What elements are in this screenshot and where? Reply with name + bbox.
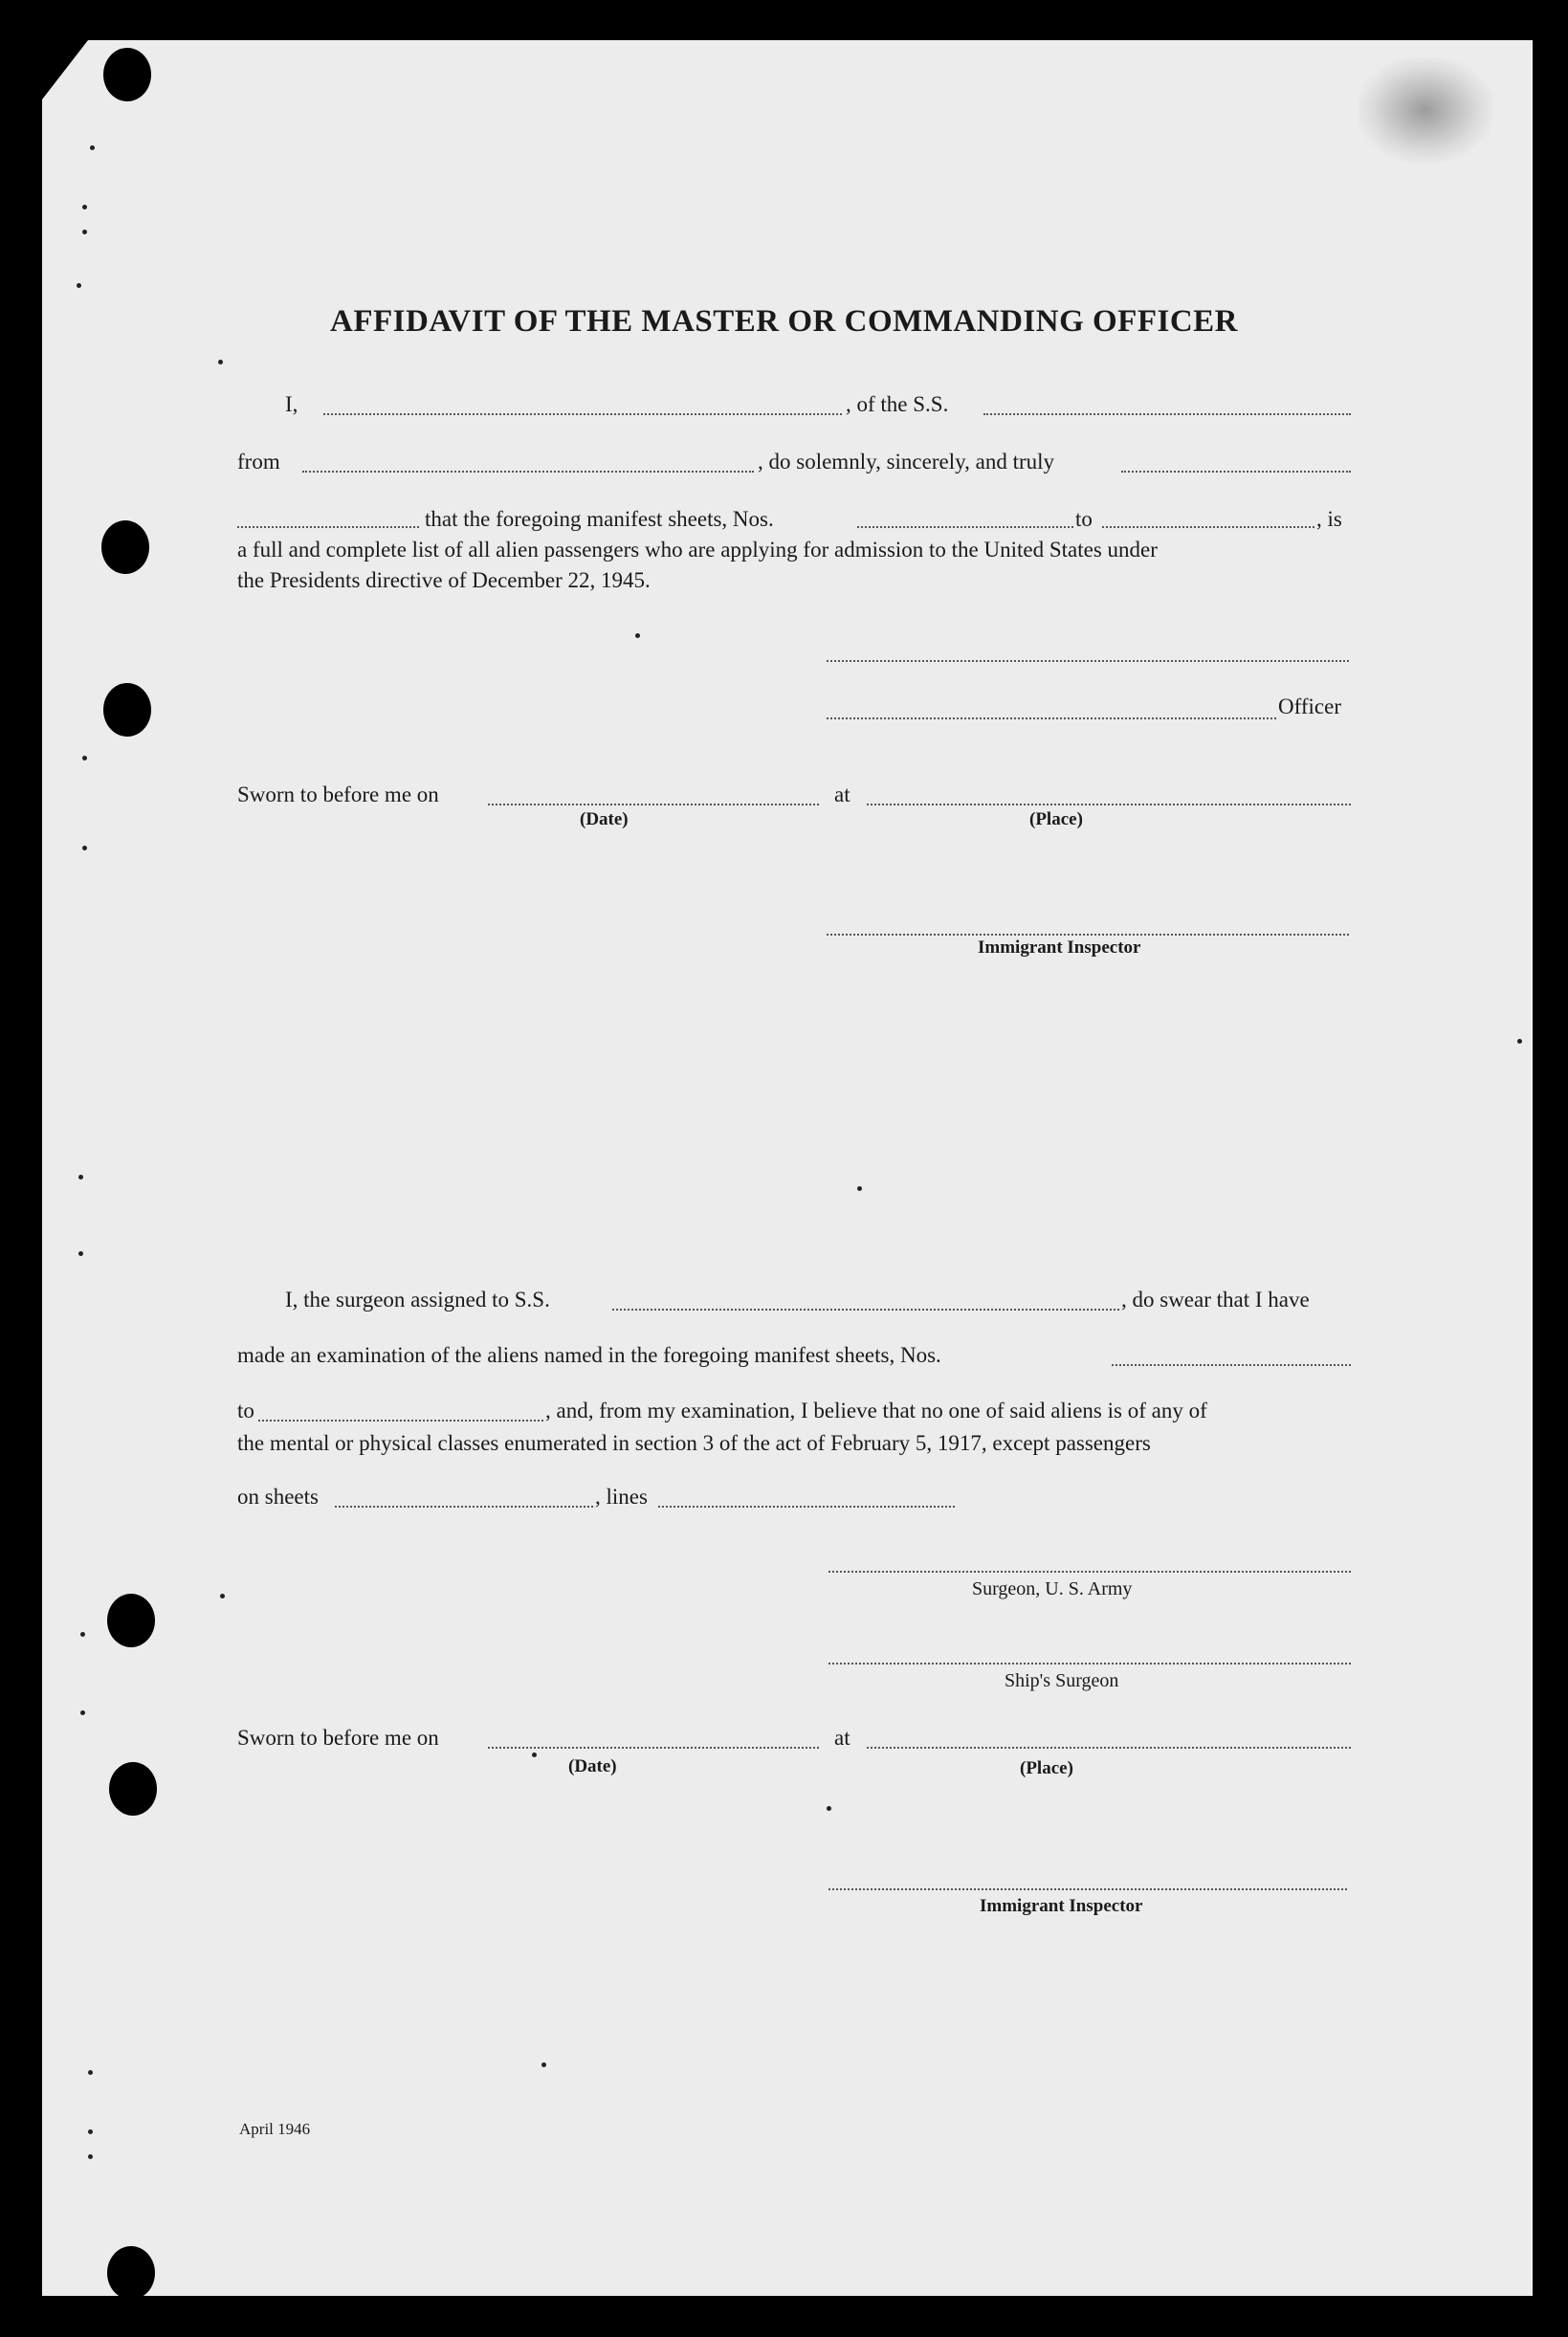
master-line-2b: , do solemnly, sincerely, and truly (758, 450, 1055, 474)
master-line-3b: to (1075, 507, 1093, 531)
speck (827, 1806, 831, 1811)
speck (80, 1710, 85, 1715)
master-name-field[interactable] (323, 413, 842, 415)
master-affirm-field[interactable] (237, 526, 419, 528)
surgeon-inspector-label: Immigrant Inspector (980, 1896, 1143, 1916)
officer-field[interactable] (827, 717, 1276, 719)
surgeon-sworn: Sworn to before me on (237, 1726, 439, 1750)
surgeon-line-5b: , lines (595, 1485, 648, 1509)
master-date-field[interactable] (488, 804, 819, 805)
surgeon-line-4: the mental or physical classes enumerated in section 3 of the act of February 5, 1917, except passengers (237, 1431, 1151, 1455)
master-place-field[interactable] (867, 804, 1351, 805)
master-from-field[interactable] (302, 471, 754, 473)
speck (218, 360, 223, 364)
ink-smudge (1358, 57, 1492, 163)
surgeon-line-3b: , and, from my examination, I believe that no one of said aliens is of any of (545, 1399, 1207, 1422)
footer-date: April 1946 (239, 2120, 311, 2138)
speck (541, 2062, 546, 2067)
form-title: AFFIDAVIT OF THE MASTER OR COMMANDING OFFICER (330, 304, 1238, 339)
master-signature-field[interactable] (827, 660, 1349, 662)
master-sheets-to-field[interactable] (1102, 526, 1314, 528)
surgeon-line-5a: on sheets (237, 1485, 319, 1509)
master-inspector-label: Immigrant Inspector (978, 937, 1141, 958)
surgeon-line-2: made an examination of the aliens named in the foregoing manifest sheets, Nos. (237, 1343, 941, 1367)
punch-hole (103, 48, 151, 101)
master-line-5: the Presidents directive of December 22, 1945. (237, 568, 651, 592)
surgeon-place-field[interactable] (867, 1747, 1351, 1749)
speck (78, 1251, 83, 1256)
speck (220, 1594, 225, 1598)
ships-surgeon-label: Ship's Surgeon (1005, 1670, 1119, 1691)
master-inspector-field[interactable] (827, 934, 1349, 936)
punch-hole (101, 520, 149, 574)
master-date-label: (Date) (580, 809, 629, 829)
master-line-4: a full and complete list of all alien passengers who are applying for admission to the United States under (237, 538, 1158, 562)
punch-hole (103, 683, 151, 737)
master-oath-field[interactable] (1121, 471, 1351, 473)
speck (88, 2070, 93, 2075)
speck (82, 205, 87, 209)
officer-label: Officer (1278, 694, 1341, 718)
speck (857, 1186, 862, 1191)
master-sheets-from-field[interactable] (857, 526, 1073, 528)
master-at: at (834, 783, 850, 806)
army-surgeon-label: Surgeon, U. S. Army (972, 1578, 1133, 1599)
surgeon-ship-field[interactable] (612, 1309, 1119, 1311)
speck (78, 1175, 83, 1180)
surgeon-place-label: (Place) (1020, 1758, 1073, 1778)
master-line-1a: I, (285, 392, 298, 416)
master-line-3c: , is (1316, 507, 1342, 531)
speck (532, 1753, 537, 1757)
punch-hole (107, 2246, 155, 2300)
speck (82, 846, 87, 850)
surgeon-line-3a: to (237, 1399, 254, 1422)
surgeon-line-1a: I, the surgeon assigned to S.S. (285, 1288, 550, 1312)
surgeon-line-1b: , do swear that I have (1121, 1288, 1310, 1312)
master-sworn: Sworn to before me on (237, 783, 439, 806)
surgeon-sheets-to-field[interactable] (258, 1420, 543, 1422)
speck (1517, 1039, 1522, 1044)
master-place-label: (Place) (1029, 809, 1083, 829)
punch-hole (109, 1762, 157, 1816)
surgeon-at: at (834, 1726, 850, 1750)
surgeon-except-sheets-field[interactable] (335, 1506, 593, 1508)
surgeon-sheets-field[interactable] (1112, 1364, 1351, 1366)
speck (88, 2154, 93, 2159)
speck (80, 1632, 85, 1637)
speck (82, 756, 87, 761)
master-line-3a: that the foregoing manifest sheets, Nos. (425, 507, 774, 531)
speck (88, 2129, 93, 2134)
master-line-1b: , of the S.S. (846, 392, 949, 416)
form-sheet (42, 40, 1533, 2296)
speck (635, 633, 640, 638)
surgeon-lines-field[interactable] (658, 1506, 955, 1508)
surgeon-date-label: (Date) (568, 1756, 617, 1776)
punch-hole (107, 1594, 155, 1647)
master-ship-field[interactable] (983, 413, 1351, 415)
army-surgeon-signature-field[interactable] (828, 1571, 1351, 1573)
speck (90, 145, 95, 150)
speck (77, 283, 81, 288)
surgeon-date-field[interactable] (488, 1747, 819, 1749)
surgeon-inspector-field[interactable] (828, 1888, 1347, 1890)
ships-surgeon-signature-field[interactable] (828, 1663, 1351, 1665)
master-line-2a: from (237, 450, 280, 474)
speck (82, 230, 87, 234)
